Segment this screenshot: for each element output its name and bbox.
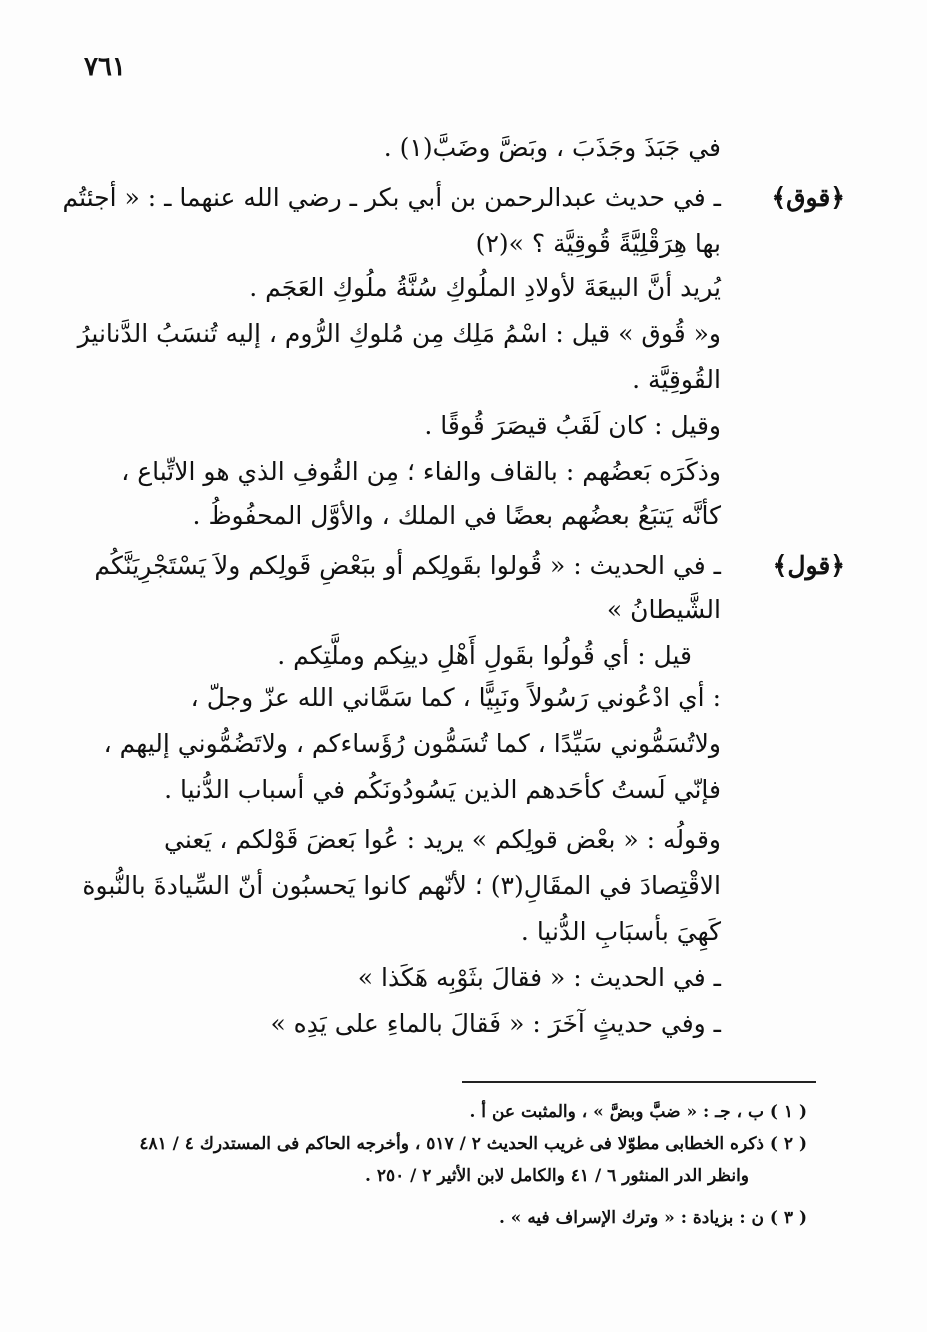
text-line-1: في جَبَذَ وجَذَبَ ، وبَضَّ وضَبَّ(١) .	[383, 133, 721, 162]
text-line-8: وذكَرَه بَعضُهم : بالقاف والفاء ؛ مِن القُوفِ الذي هو الاتِّباع ،	[121, 457, 721, 486]
text-line-4: يُريد أنَّ البيعَةَ لأولادِ الملُوكِ سُنَّةُ ملُوكِ العَجَم .	[249, 273, 721, 302]
text-line-2: ـ في حديث عبدالرحمن بن أبي بكر ـ رضي الله عنهما ـ : « أجئتُم	[62, 183, 721, 212]
text-line-19: ـ في الحديث : « فقالَ بثَوْبِه هَكَذا »	[357, 963, 721, 992]
footnote-3: ( ٣ ) ن : بزيادة : « وترك الإسراف فيه » .	[498, 1208, 807, 1228]
page-number: ٧٦١	[84, 52, 126, 82]
text-line-5: و« قُوق » قيل : اسْمُ مَلِك مِن مُلوكِ الرُّوم ، إليه تُنسَبُ الدَّنانيرُ	[77, 319, 721, 348]
text-line-10: ـ في الحديث : « قُولوا بقَولِكم أو ببَعْضِ قَولِكم ولاَ يَسْتَجْرِيَنَّكُم	[94, 551, 721, 580]
text-line-20: ـ وفي حديثٍ آخَرَ : « فَقالَ بالماءِ على يَدِه »	[270, 1009, 721, 1038]
footnote-1: ( ١ ) ب ، جـ : « ضبَّ وبضَّ » ، والمثبت عن أ .	[469, 1102, 807, 1122]
text-line-13: : أي ادْعُوني رَسُولاً ونَبِيًّا ، كما سَمَّاني الله عزّ وجلّ ،	[190, 683, 721, 712]
text-line-6: القُوقِيَّة .	[632, 365, 721, 394]
footnote-separator	[462, 1081, 816, 1083]
text-line-14: ولاتُسَمُّوني سَيِّدًا ، كما تُسَمُّون رُؤَساءكم ، ولاتَضُمُّوني إليهم ،	[103, 729, 721, 758]
text-line-11: الشَّيطانُ »	[606, 595, 721, 624]
text-line-15: فإنّي لَستُ كأحَدهم الذين يَسُودُونَكُم في أسباب الدُّنيا .	[164, 775, 721, 804]
text-line-3: بها هِرَقْلِيَّةً قُوقِيَّة ؟ »(٢)	[475, 229, 721, 258]
headword-qawq: ﴿قوق﴾	[771, 183, 845, 212]
text-line-18: كَهِيَ بأسبَابِ الدُّنيا .	[520, 917, 721, 946]
text-line-7: وقيل : كان لَقَبُ قيصَرَ قُوقًا .	[424, 411, 721, 440]
footnote-2: ( ٢ ) ذكره الخطابى مطوّلا فى غريب الحديث ٢ / ٥١٧ ، وأخرجه الحاكم فى المستدرك ٤ / ٤٨١	[139, 1134, 807, 1154]
text-line-12: قيل : أي قُولُوا بقَولِ أَهْلِ دينِكم وملَّتِكم .	[277, 641, 692, 670]
headword-qawl: ﴿قول﴾	[772, 551, 845, 580]
text-line-9: كأنَّه يَتبَعُ بعضُهم بعضًا في الملك ، والأوَّل المحفُوظُ .	[192, 501, 721, 530]
text-line-16: وقولُه : « بعْض قولِكم » يريد : عُوا بَعضَ قَوْلكم ، يَعني	[164, 825, 721, 854]
footnote-2-cont: وانظر الدر المنثور ٦ / ٤١ والكامل لابن الأثير ٢ / ٢٥٠ .	[364, 1166, 749, 1186]
text-line-17: الاقْتِصادَ في المقَالِ(٣) ؛ لأنّهم كانوا يَحسبُون أنّ السِّيادةَ بالنُّبوة	[82, 871, 721, 900]
